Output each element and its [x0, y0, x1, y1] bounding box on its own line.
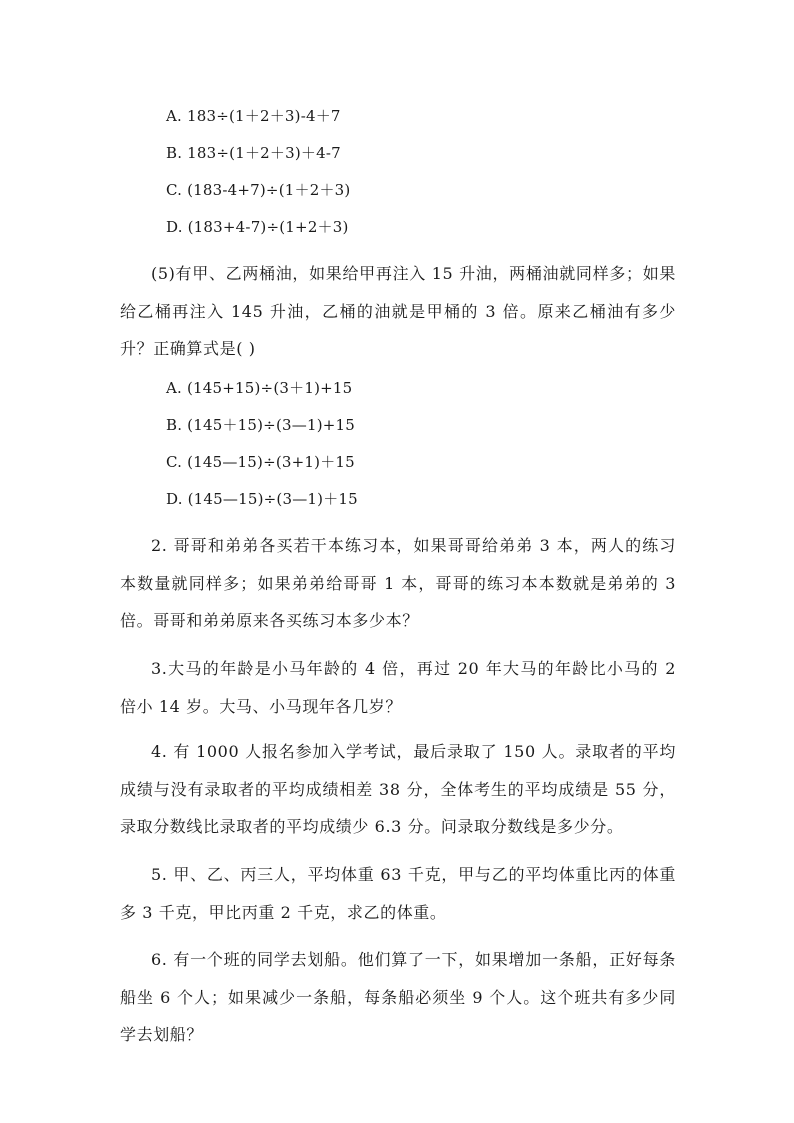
option-d-group2: D. (145—15)÷(3—1)＋15 [166, 490, 358, 508]
option-a-group1: A. 183÷(1＋2＋3)-4＋7 [166, 107, 341, 125]
question-5: (5)有甲、乙两桶油，如果给甲再注入 15 升油，两桶油就同样多；如果给乙桶再注入 145 升油，乙桶的油就是甲桶的 3 倍。原来乙桶油有多少升？正确算式是( ) [120, 264, 676, 358]
problem-3: 3.大马的年龄是小马年龄的 4 倍，再过 20 年大马的年龄比小马的 2 倍小 14 岁。大马、小马现年各几岁？ [120, 659, 676, 716]
option-c-group1: C. (183-4+7)÷(1＋2＋3) [166, 181, 351, 199]
option-a-group2: A. (145+15)÷(3＋1)+15 [166, 379, 353, 397]
option-b-group1: B. 183÷(1＋2＋3)＋4-7 [166, 144, 341, 162]
problem-5: 5. 甲、乙、丙三人，平均体重 63 千克，甲与乙的平均体重比丙的体重多 3 千克，甲比丙重 2 千克，求乙的体重。 [120, 865, 676, 922]
option-d-group1: D. (183+4-7)÷(1+2＋3) [166, 218, 349, 236]
option-c-group2: C. (145—15)÷(3+1)＋15 [166, 453, 355, 471]
problem-6: 6. 有一个班的同学去划船。他们算了一下，如果增加一条船，正好每条船坐 6 个人；如果减少一条船，每条船必须坐 9 个人。这个班共有多少同学去划船？ [120, 950, 676, 1044]
option-b-group2: B. (145＋15)÷(3—1)+15 [166, 416, 355, 434]
problem-2: 2. 哥哥和弟弟各买若干本练习本，如果哥哥给弟弟 3 本，两人的练习本数量就同样多；如果弟弟给哥哥 1 本，哥哥的练习本本数就是弟弟的 3 倍。哥哥和弟弟原来各买练习本多少本？ [120, 536, 676, 630]
problem-4: 4. 有 1000 人报名参加入学考试，最后录取了 150 人。录取者的平均成绩与没有录取者的平均成绩相差 38 分，全体考生的平均成绩是 55 分，录取分数线比录取者的平均成绩少 6.3 分。问录取分数线是多少分。 [120, 742, 676, 836]
